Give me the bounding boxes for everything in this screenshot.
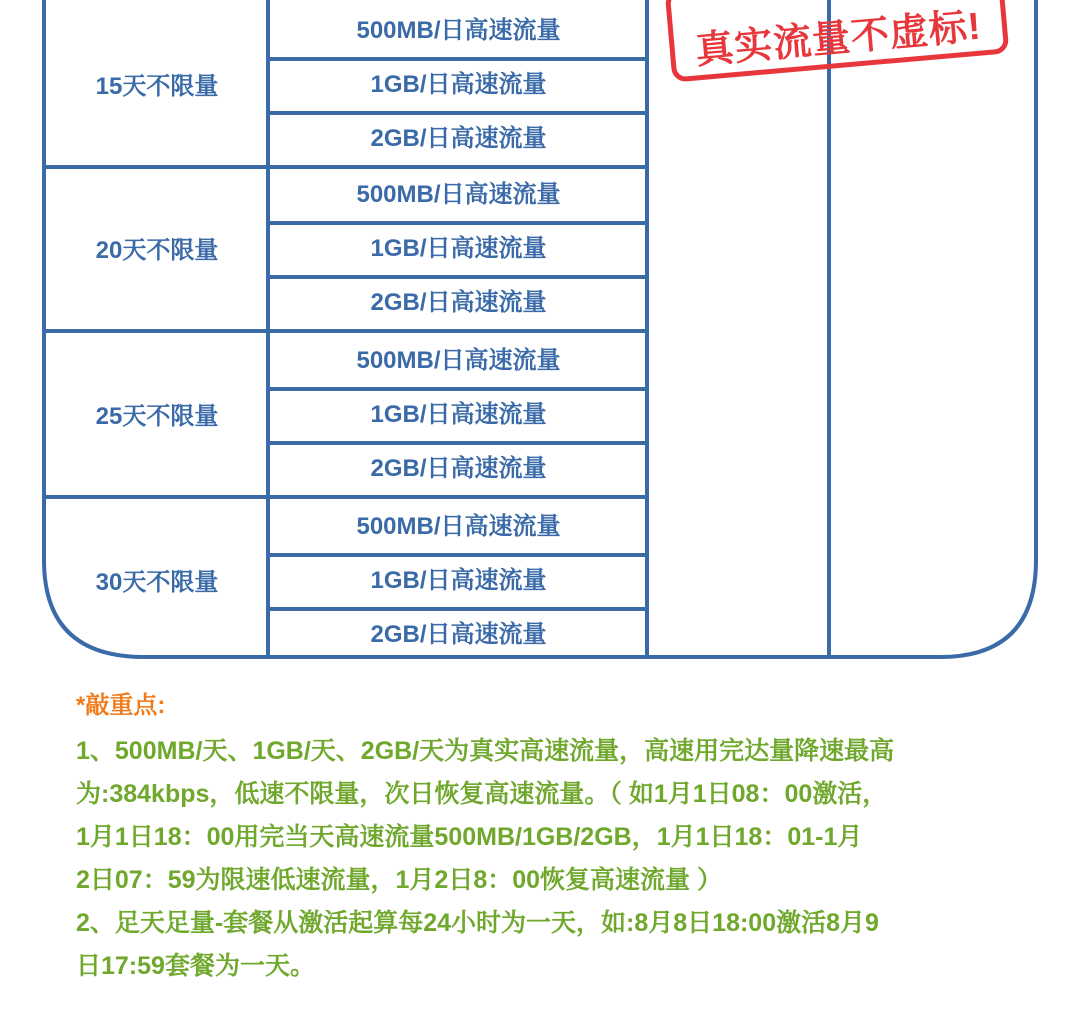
traffic-option: 1GB/日高速流量 xyxy=(370,71,547,98)
traffic-option: 1GB/日高速流量 xyxy=(370,567,547,594)
note-line: 2日07：59为限速低速流量，1月2日8：00恢复高速流量 ） xyxy=(76,866,722,894)
traffic-option: 500MB/日高速流量 xyxy=(356,181,561,208)
note-line: 1月1日18：00用完当天高速流量500MB/1GB/2GB，1月1日18：01-1月 xyxy=(76,823,863,851)
tier-label: 15天不限量 xyxy=(95,73,219,100)
note-line: 2、足天足量-套餐从激活起算每24小时为一天，如:8月8日18:00激活8月9 xyxy=(76,909,879,937)
notes-heading: *敲重点: xyxy=(76,692,166,719)
stamp-text: 真实流量不虚标! xyxy=(693,5,984,73)
tier-label: 25天不限量 xyxy=(95,403,219,430)
traffic-option: 2GB/日高速流量 xyxy=(370,455,547,482)
traffic-option: 1GB/日高速流量 xyxy=(370,401,547,428)
tier-label: 30天不限量 xyxy=(95,569,219,596)
traffic-option: 2GB/日高速流量 xyxy=(370,125,547,152)
key-notes xyxy=(76,688,1036,988)
traffic-option: 2GB/日高速流量 xyxy=(370,289,547,316)
note-line: 日17:59套餐为一天。 xyxy=(76,952,315,980)
traffic-option: 500MB/日高速流量 xyxy=(356,347,561,374)
traffic-option: 1GB/日高速流量 xyxy=(370,235,547,262)
note-line: 1、500MB/天、1GB/天、2GB/天为真实高速流量，高速用完达量降速最高 xyxy=(76,737,895,765)
notes-body xyxy=(76,730,1036,988)
tier-label: 20天不限量 xyxy=(95,237,219,264)
traffic-option: 2GB/日高速流量 xyxy=(370,621,547,648)
traffic-option: 500MB/日高速流量 xyxy=(356,513,561,540)
note-line: 为:384kbps，低速不限量，次日恢复高速流量。（ 如1月1日08：00激活， xyxy=(76,780,888,808)
traffic-option: 500MB/日高速流量 xyxy=(356,17,561,44)
